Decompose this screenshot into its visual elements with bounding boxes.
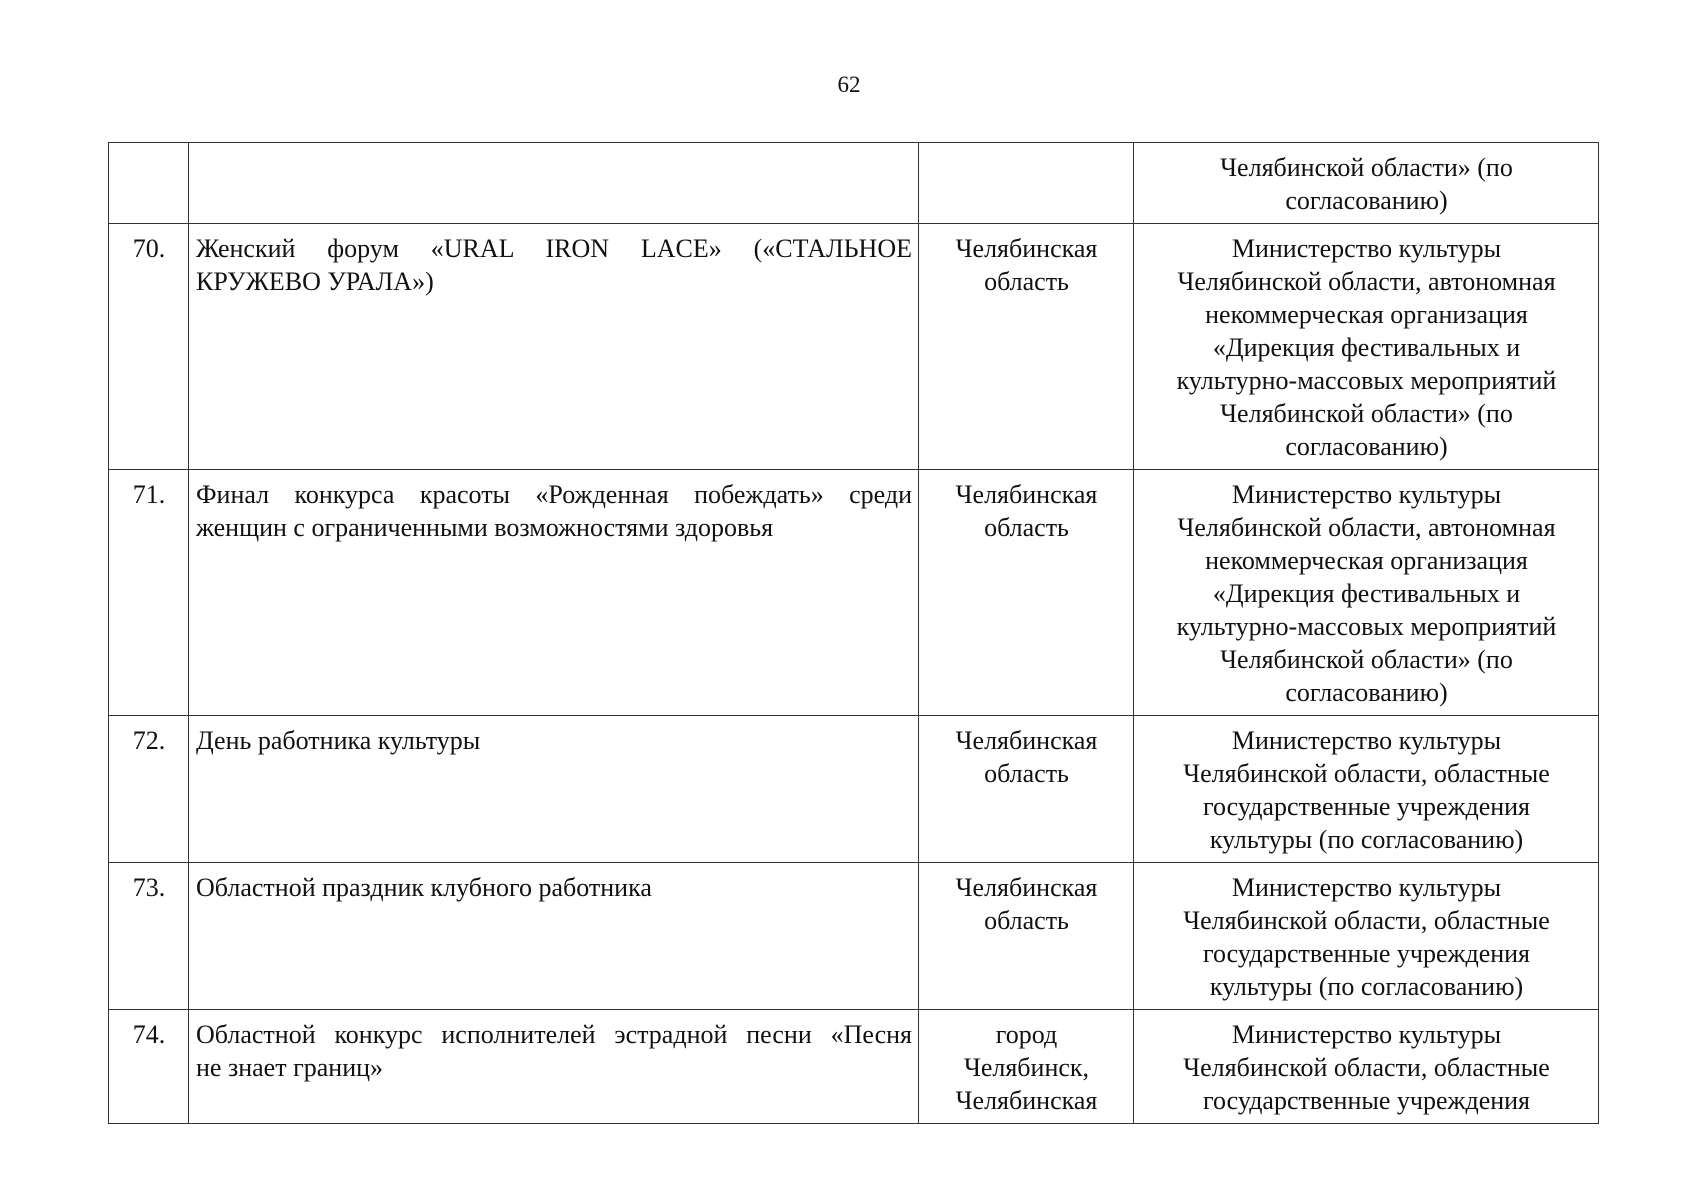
event-organizer-line: культуры (по согласованию) [1209,972,1524,1001]
event-organizer-line: согласованию) [1285,186,1448,215]
event-name-line: не знает границ» [196,1053,384,1082]
table-row [109,224,1599,470]
event-name-cell [189,143,919,224]
event-organizer-line: некоммерческая организация [1205,546,1528,575]
row-number-cell [109,863,189,1010]
event-organizer-line: Министерство культуры [1231,726,1502,755]
event-organizer-line: согласованию) [1285,678,1448,707]
event-name-cell [189,224,919,470]
row-number-cell [109,143,189,224]
table-row [109,863,1599,1010]
event-organizer-line: культурно-массовых мероприятий [1176,612,1557,641]
event-place-cell [919,863,1134,1010]
row-number: 73. [132,873,166,902]
row-number: 74. [132,1020,166,1049]
event-organizer-line: Министерство культуры [1231,234,1502,263]
events-table-body [109,143,1599,1124]
event-name-cell [189,716,919,863]
event-name-line: КРУЖЕВО УРАЛА») [196,267,434,296]
event-organizer-line: Челябинской области, областные [1183,759,1550,788]
event-place-line: Челябинская [955,234,1098,263]
event-place-line: город [995,1020,1058,1049]
event-place-line: Челябинская [955,873,1098,902]
event-organizer-line: Челябинской области, автономная [1177,267,1556,296]
event-name-line: Областной конкурс исполнителей эстрадной песни «Песня [196,1020,912,1049]
event-organizer-line: «Дирекция фестивальных и [1212,579,1521,608]
row-number-cell [109,224,189,470]
event-organizer-line: культурно-массовых мероприятий [1176,366,1557,395]
event-organizer-line: государственные учреждения [1202,939,1531,968]
event-organizer-cell [1134,143,1599,224]
event-place-cell [919,470,1134,716]
event-organizer-line: Челябинской области» (по [1220,645,1513,674]
event-organizer-line: Министерство культуры [1231,873,1502,902]
row-number: 72. [132,726,166,755]
event-organizer-line: Челябинской области, областные [1183,906,1550,935]
event-organizer-line: Министерство культуры [1231,1020,1502,1049]
event-place-line: область [984,513,1069,542]
event-place-line: Челябинская [955,1086,1098,1115]
event-place-line: область [984,906,1069,935]
event-organizer-line: некоммерческая организация [1205,300,1528,329]
event-name-cell [189,863,919,1010]
table-row [109,143,1599,224]
row-number-cell [109,1010,189,1124]
event-name-line: Финал конкурса красоты «Рожденная побеждать» среди [196,480,912,509]
event-place-cell [919,224,1134,470]
row-number: 70. [132,234,166,263]
table-row [109,1010,1599,1124]
row-number-cell [109,470,189,716]
event-place-line: область [984,267,1069,296]
event-place-line: Челябинская [955,726,1098,755]
row-number: 71. [132,480,166,509]
event-name-line: женщин с ограниченными возможностями здоровья [196,513,774,542]
event-organizer-line: Челябинской области» (по [1220,153,1513,182]
table-row [109,716,1599,863]
event-organizer-line: Челябинской области» (по [1220,399,1513,428]
event-name-line: Областной праздник клубного работника [196,873,652,902]
event-name-line: Женский форум «URAL IRON LACE» («СТАЛЬНОЕ [196,234,912,263]
event-organizer-line: «Дирекция фестивальных и [1212,333,1521,362]
event-organizer-line: государственные учреждения [1202,792,1531,821]
event-place-line: Челябинск, [963,1053,1090,1082]
event-name-cell [189,470,919,716]
table-row [109,470,1599,716]
event-place-line: Челябинская [955,480,1098,509]
events-table [108,142,1599,1124]
event-name-cell [189,1010,919,1124]
event-organizer-cell [1134,1010,1599,1124]
event-organizer-line: культуры (по согласованию) [1209,825,1524,854]
event-name-line: День работника культуры [196,726,481,755]
event-organizer-cell [1134,716,1599,863]
event-organizer-cell [1134,224,1599,470]
event-place-cell [919,716,1134,863]
event-organizer-line: Министерство культуры [1231,480,1502,509]
event-place-line: область [984,759,1069,788]
event-organizer-line: Челябинской области, областные [1183,1053,1550,1082]
event-organizer-line: государственные учреждения [1202,1086,1531,1115]
event-organizer-cell [1134,470,1599,716]
event-place-cell [919,143,1134,224]
event-organizer-cell [1134,863,1599,1010]
event-organizer-line: Челябинской области, автономная [1177,513,1556,542]
page-number: 62 [837,72,861,97]
event-organizer-line: согласованию) [1285,432,1448,461]
row-number-cell [109,716,189,863]
event-place-cell [919,1010,1134,1124]
